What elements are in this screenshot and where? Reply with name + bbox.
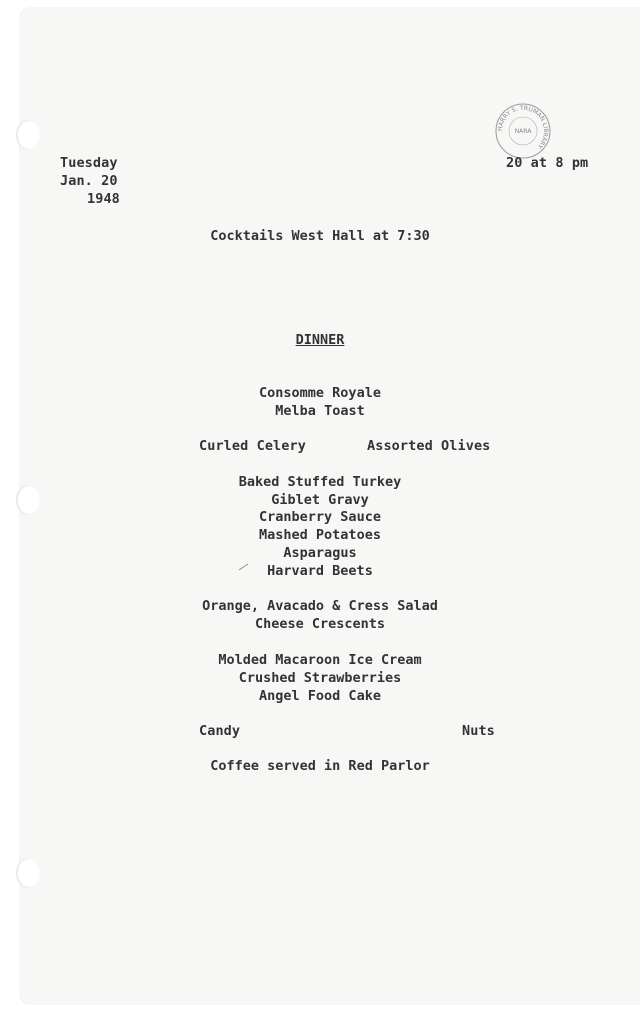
header-date: Jan. 20 bbox=[60, 173, 118, 189]
menu-title bbox=[0, 331, 640, 349]
dessert-course-3: Angel Food Cake bbox=[259, 688, 381, 704]
binder-hole-top bbox=[16, 120, 40, 150]
stamp-ring-text: HARRY S. TRUMAN LIBRARY bbox=[496, 104, 550, 150]
main-course-6: Harvard Beets bbox=[267, 563, 373, 579]
main-course-5: Asparagus bbox=[283, 545, 357, 561]
main-course-1: Baked Stuffed Turkey bbox=[238, 474, 402, 490]
soup-course-2: Melba Toast bbox=[275, 403, 365, 419]
header-day: Tuesday bbox=[60, 155, 118, 171]
salad-course-2: Cheese Crescents bbox=[254, 616, 386, 632]
coffee-line: Coffee served in Red Parlor bbox=[210, 758, 430, 774]
dessert-course-1: Molded Macaroon Ice Cream bbox=[218, 652, 422, 668]
dessert-course-2: Crushed Strawberries bbox=[238, 670, 402, 686]
header-year: 1948 bbox=[87, 191, 120, 207]
main-course-2: Giblet Gravy bbox=[271, 492, 369, 508]
binder-hole-bottom bbox=[16, 858, 40, 888]
library-stamp bbox=[493, 101, 553, 161]
soup-course-1: Consomme Royale bbox=[259, 385, 381, 401]
stamp-center-text: NARA bbox=[514, 128, 532, 135]
extra-right: Nuts bbox=[462, 723, 495, 739]
guests-and-time: 20 at 8 pm bbox=[506, 155, 589, 171]
stray-ink-mark bbox=[238, 563, 250, 571]
relish-left: Curled Celery bbox=[199, 438, 306, 454]
cocktails-line: Cocktails West Hall at 7:30 bbox=[210, 228, 430, 244]
main-course-3: Cranberry Sauce bbox=[259, 509, 381, 525]
salad-course-1: Orange, Avacado & Cress Salad bbox=[202, 598, 438, 614]
menu-title-text: DINNER bbox=[295, 332, 345, 348]
relish-right: Assorted Olives bbox=[367, 438, 491, 454]
extra-left: Candy bbox=[199, 723, 241, 739]
main-course-4: Mashed Potatoes bbox=[259, 527, 381, 543]
